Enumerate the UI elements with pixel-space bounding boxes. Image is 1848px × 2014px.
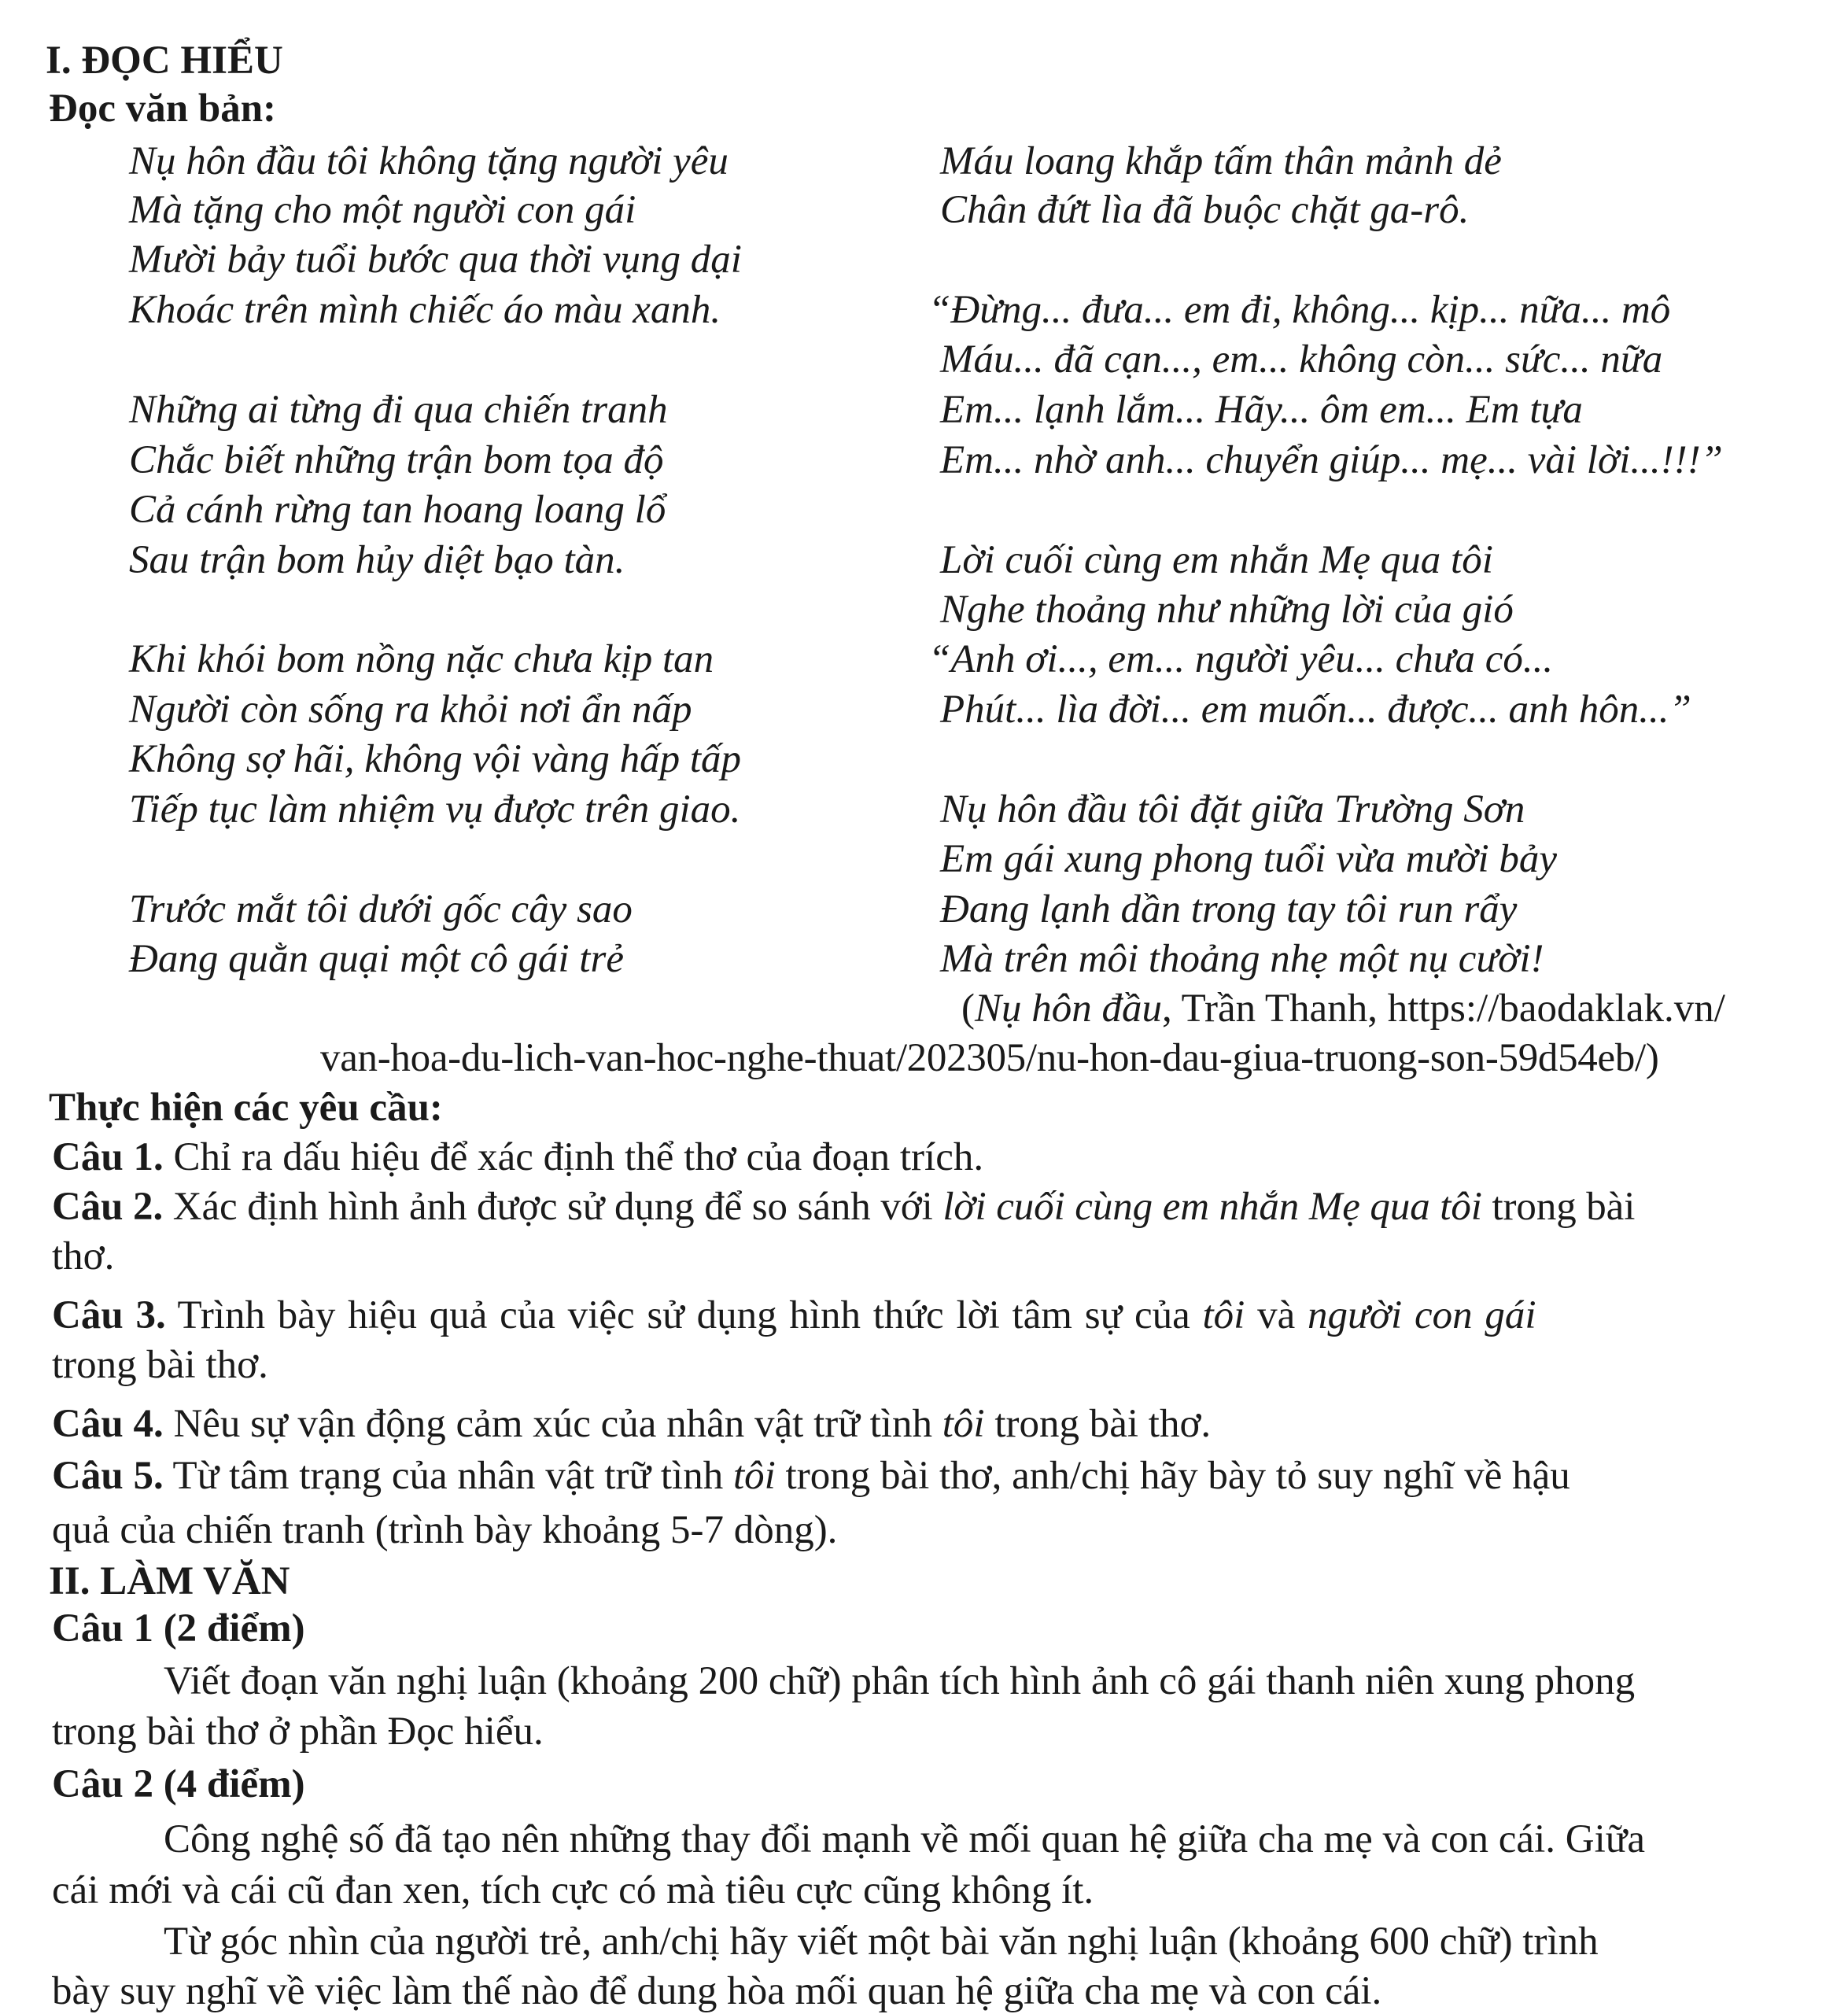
essay-question-2-task-cont: bày suy nghĩ về việc làm thế nào để dung hòa mối quan hệ giữa cha mẹ và con cái.: [52, 1969, 1382, 2013]
poem-line: Em gái xung phong tuổi vừa mười bảy: [940, 837, 1558, 881]
question-2: Câu 2. Xác định hình ảnh được sử dụng để so sánh với lời cuối cùng em nhắn Mẹ qua tôi trong bài: [52, 1185, 1636, 1229]
poem-line: Những ai từng đi qua chiến tranh: [129, 388, 668, 432]
question-5: Câu 5. Từ tâm trạng của nhân vật trữ tình tôi trong bài thơ, anh/chị hãy bày tỏ suy nghĩ về hậu: [52, 1454, 1570, 1498]
source-citation: (Nụ hôn đầu, Trần Thanh, https://baodaklak.vn/: [961, 987, 1725, 1031]
poem-line: Nghe thoảng như những lời của gió: [940, 588, 1514, 632]
essay-question-2-text: Công nghệ số đã tạo nên những thay đổi mạnh về mối quan hệ giữa cha mẹ và con cái. Giữa: [164, 1817, 1646, 1861]
poem-line: Em... lạnh lắm... Hãy... ôm em... Em tựa: [940, 388, 1583, 432]
tasks-heading: Thực hiện các yêu cầu:: [49, 1086, 443, 1130]
question-5-cont: quả của chiến tranh (trình bày khoảng 5-7 dòng).: [52, 1508, 838, 1552]
question-3-cont: trong bài thơ.: [52, 1343, 268, 1387]
poem-line: Nụ hôn đầu tôi không tặng người yêu: [129, 139, 729, 183]
poem-line: Không sợ hãi, không vội vàng hấp tấp: [129, 737, 741, 781]
essay-question-2-task: Từ góc nhìn của người trẻ, anh/chị hãy viết một bài văn nghị luận (khoảng 600 chữ) trình: [164, 1920, 1599, 1964]
question-2-cont: thơ.: [52, 1234, 115, 1278]
poem-line: Tiếp tục làm nhiệm vụ được trên giao.: [129, 788, 741, 832]
essay-question-1-text-cont: trong bài thơ ở phần Đọc hiểu.: [52, 1710, 544, 1754]
poem-line: Mà trên môi thoảng nhẹ một nụ cười!: [940, 937, 1544, 981]
poem-line: Trước mắt tôi dưới gốc cây sao: [129, 887, 633, 931]
poem-line: Sau trận bom hủy diệt bạo tàn.: [129, 538, 625, 582]
source-title: Nụ hôn đầu: [974, 987, 1163, 1031]
poem-line: Phút... lìa đời... em muốn... được... anh hôn...”: [940, 688, 1691, 732]
essay-question-1-text: Viết đoạn văn nghị luận (khoảng 200 chữ) phân tích hình ảnh cô gái thanh niên xung phong: [164, 1659, 1636, 1703]
poem-line: Chắc biết những trận bom tọa độ: [129, 438, 664, 482]
essay-question-2-text-cont: cái mới và cái cũ đan xen, tích cực có mà tiêu cực cũng không ít.: [52, 1868, 1094, 1913]
poem-line: Người còn sống ra khỏi nơi ẩn nấp: [129, 688, 692, 732]
question-3: Câu 3. Trình bày hiệu quả của việc sử dụng hình thức lời tâm sự của tôi và người con gái: [52, 1293, 1536, 1337]
poem-line: Nụ hôn đầu tôi đặt giữa Trường Sơn: [940, 788, 1525, 832]
read-label: Đọc văn bản:: [49, 87, 277, 131]
poem-line: Lời cuối cùng em nhắn Mẹ qua tôi: [940, 538, 1493, 582]
poem-line: Em... nhờ anh... chuyển giúp... mẹ... vài lời...!!!”: [940, 438, 1723, 482]
question-1: Câu 1. Chỉ ra dấu hiệu để xác định thể thơ của đoạn trích.: [52, 1135, 984, 1179]
poem-line: Máu loang khắp tấm thân mảnh dẻ: [940, 139, 1502, 183]
source-url: van-hoa-du-lich-van-hoc-nghe-thuat/202305/nu-hon-dau-giua-truong-son-59d54eb/): [320, 1036, 1659, 1080]
poem-line: Chân đứt lìa đã buộc chặt ga-rô.: [940, 188, 1470, 232]
poem-line: Cả cánh rừng tan hoang loang lổ: [129, 488, 666, 532]
section1-title: I. ĐỌC HIỂU: [46, 39, 283, 83]
section2-title: II. LÀM VĂN: [49, 1559, 290, 1603]
poem-line: “Anh ơi..., em... người yêu... chưa có...: [928, 637, 1554, 681]
poem-line: Mà tặng cho một người con gái: [129, 188, 636, 232]
essay-question-2-heading: Câu 2 (4 điểm): [52, 1762, 305, 1806]
poem-line: Đang quằn quại một cô gái trẻ: [129, 937, 624, 981]
poem-line: Khoác trên mình chiếc áo màu xanh.: [129, 288, 721, 332]
poem-line: Mười bảy tuổi bước qua thời vụng dại: [129, 238, 742, 282]
poem-line: Khi khói bom nồng nặc chưa kịp tan: [129, 637, 714, 681]
question-4: Câu 4. Nêu sự vận động cảm xúc của nhân vật trữ tình tôi trong bài thơ.: [52, 1402, 1212, 1446]
essay-question-1-heading: Câu 1 (2 điểm): [52, 1606, 305, 1651]
poem-line: Đang lạnh dần trong tay tôi run rẩy: [940, 887, 1518, 931]
poem-line: “Đừng... đưa... em đi, không... kịp... nữa... mô: [928, 288, 1671, 332]
poem-line: Máu... đã cạn..., em... không còn... sức... nữa: [940, 338, 1663, 382]
